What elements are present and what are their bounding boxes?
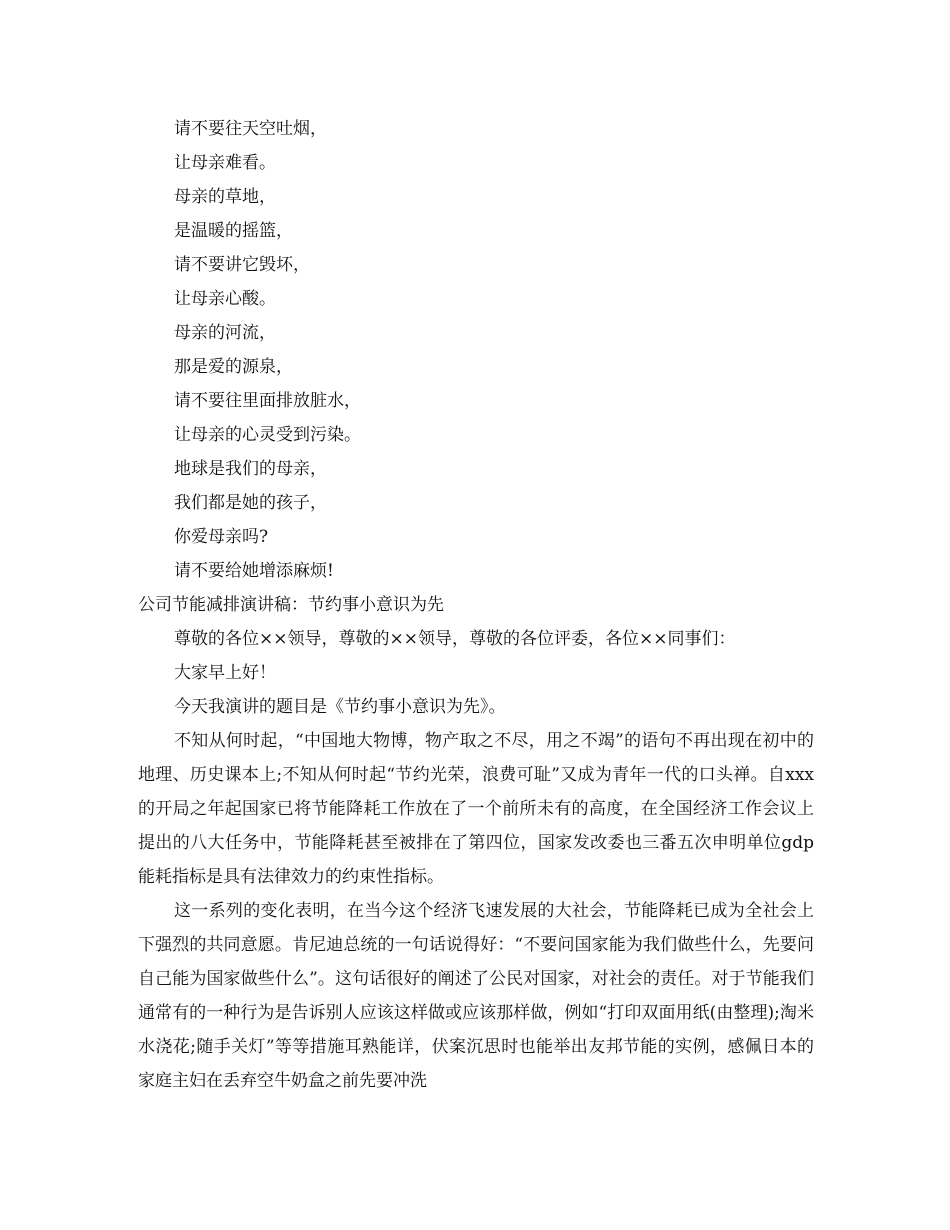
speech-salutation: 尊敬的各位××领导，尊敬的××领导，尊敬的各位评委，各位××同事们： bbox=[174, 629, 736, 649]
poem-line: 我们都是她的孩子， bbox=[174, 493, 327, 513]
speech-topic: 今天我演讲的题目是《节约事小意识为先》。 bbox=[174, 697, 506, 717]
speech-paragraph: 不知从何时起，“中国地大物博，物产取之不尽，用之不竭”的语句不再出现在初中的地理、历史课本上;不知从何时起“节约光荣，浪费可耻”又成为青年一代的口头禅。自xxx的开局之年起国家已将节能降耗工作放在了一个前所未有的高度，在全国经济工作会议上提出的八大任务中，节能降耗甚至被排在了第四位，国家发改委也三番五次申明单位gdp能耗指标是具有法律效力的约束性指标。 bbox=[138, 731, 814, 887]
poem-line: 让母亲的心灵受到污染。 bbox=[174, 425, 361, 445]
poem-line: 请不要往里面排放脏水， bbox=[174, 391, 361, 411]
poem-line: 让母亲难看。 bbox=[174, 153, 276, 173]
poem-line: 你爱母亲吗? bbox=[174, 527, 269, 547]
document-page bbox=[138, 112, 814, 1098]
speech-title: 公司节能减排演讲稿：节约事小意识为先 bbox=[138, 595, 444, 615]
poem-line: 请不要讲它毁坏， bbox=[174, 255, 310, 275]
poem-line: 母亲的草地， bbox=[174, 187, 276, 207]
poem-line: 请不要往天空吐烟， bbox=[174, 119, 327, 139]
speech-greeting: 大家早上好！ bbox=[174, 663, 276, 683]
poem-line: 让母亲心酸。 bbox=[174, 289, 276, 309]
poem bbox=[138, 112, 814, 588]
poem-line: 是温暖的摇篮， bbox=[174, 221, 293, 241]
poem-line: 那是爱的源泉， bbox=[174, 357, 293, 377]
poem-line: 请不要给她增添麻烦! bbox=[174, 561, 334, 581]
poem-line: 母亲的河流， bbox=[174, 323, 276, 343]
poem-line: 地球是我们的母亲， bbox=[174, 459, 327, 479]
speech-paragraph: 这一系列的变化表明，在当今这个经济飞速发展的大社会，节能降耗已成为全社会上下强烈的共同意愿。肯尼迪总统的一句话说得好：“不要问国家能为我们做些什么，先要问自己能为国家做些什么”。这句话很好的阐述了公民对国家，对社会的责任。对于节能我们通常有的一种行为是告诉别人应该这样做或应该那样做，例如“打印双面用纸(由整理);淘米水浇花;随手关灯”等等措施耳熟能详，伏案沉思时也能举出友邦节能的实例，感佩日本的家庭主妇在丢弃空牛奶盒之前先要冲洗 bbox=[138, 901, 814, 1091]
